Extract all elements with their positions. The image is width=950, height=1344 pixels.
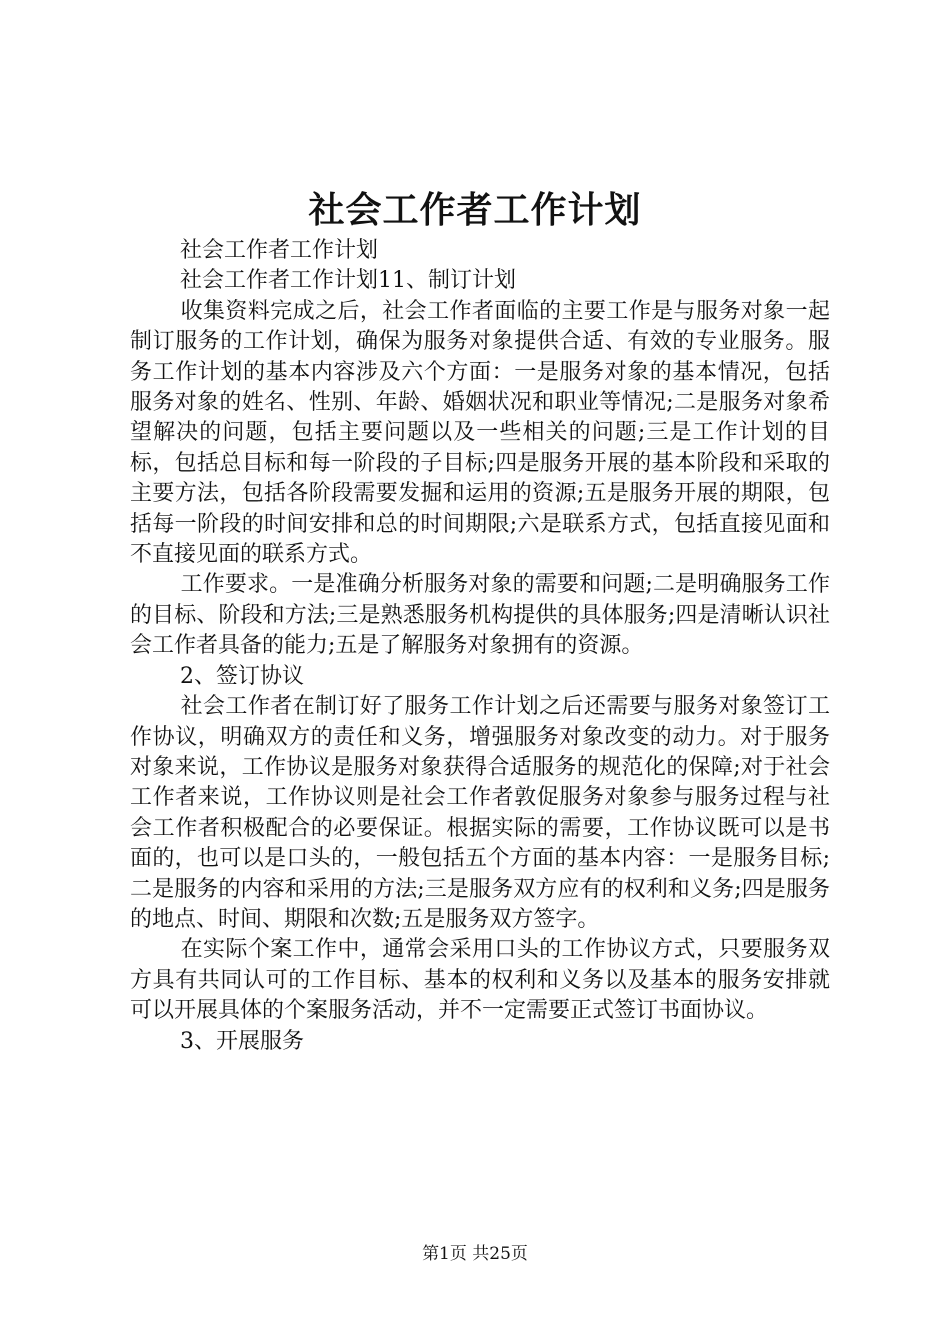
paragraph-subtitle: 社会工作者工作计划 (180, 238, 379, 263)
paragraph-section-heading-3: 3、开展服务 (180, 1028, 304, 1054)
paragraph-agreement-content: 社会工作者在制订好了服务工作计划之后还需要与服务对象签订工作协议，明确双方的责任和义务，增强服务对象改变的动力。对于服务对象来说，工作协议是服务对象获得合适服务的规范化的保障;对于社会工作者来说，工作协议则是社会工作者敦促服务对象参与服务过程与社会工作者积极配合的必要保证。根据实际的需要，工作协议既可以是书面的，也可以是口头的，一般包括五个方面的基本内容：一是服务目标;二是服务的内容和采用的方法;三是服务双方应有的权利和义务;四是服务的地点、时间、期限和次数;五是服务双方签字。 (130, 694, 830, 932)
paragraph-oral-agreement: 在实际个案工作中，通常会采用口头的工作协议方式，只要服务双方具有共同认可的工作目标、基本的权利和义务以及基本的服务安排就可以开展具体的个案服务活动，并不一定需要正式签订书面协议。 (130, 937, 830, 1024)
paragraph-section-heading-1: 社会工作者工作计划11、制订计划 (180, 268, 516, 294)
document-title: 社会工作者工作计划 (308, 189, 642, 231)
document-body (130, 236, 830, 1057)
paragraph-plan-content: 收集资料完成之后，社会工作者面临的主要工作是与服务对象一起制订服务的工作计划，确保为服务对象提供合适、有效的专业服务。服务工作计划的基本内容涉及六个方面：一是服务对象的基本情况，包括服务对象的姓名、性别、年龄、婚姻状况和职业等情况;二是服务对象希望解决的问题，包括主要问题以及一些相关的问题;三是工作计划的目标，包括总目标和每一阶段的子目标;四是服务开展的基本阶段和采取的主要方法，包括各阶段需要发掘和运用的资源;五是服务开展的期限，包括每一阶段的时间安排和总的时间期限;六是联系方式，包括直接见面和不直接见面的联系方式。 (130, 298, 830, 568)
page-indicator: 第1页 共25页 (422, 1244, 528, 1264)
paragraph-section-heading-2: 2、签订协议 (180, 663, 304, 689)
paragraph-work-requirements: 工作要求。一是准确分析服务对象的需要和问题;二是明确服务工作的目标、阶段和方法;三是熟悉服务机构提供的具体服务;四是清晰认识社会工作者具备的能力;五是了解服务对象拥有的资源。 (130, 572, 830, 659)
